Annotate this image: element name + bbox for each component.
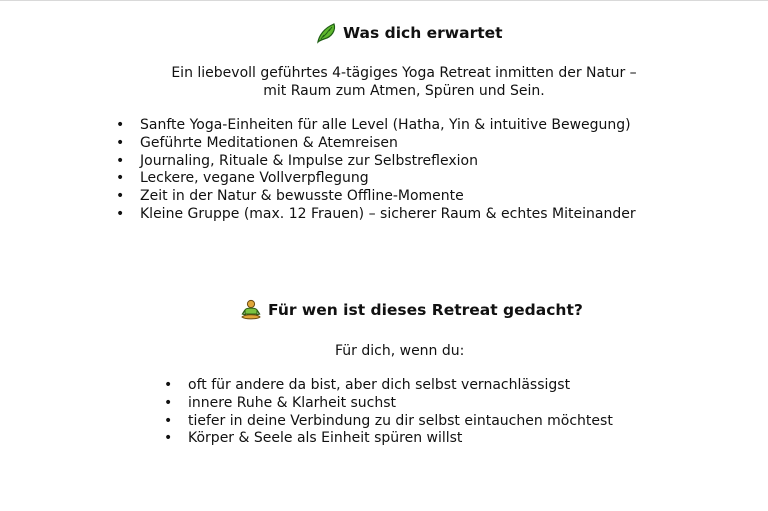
audience-list xyxy=(164,377,613,448)
list-item: • Leckere, vegane Vollverpflegung xyxy=(116,170,636,188)
intro-line: mit Raum zum Atmen, Spüren und Sein. xyxy=(263,83,545,99)
list-item: • Sanfte Yoga-Einheiten für alle Level (Hatha, Yin & intuitive Bewegung) xyxy=(116,117,636,135)
list-item: • Kleine Gruppe (max. 12 Frauen) – sicherer Raum & echtes Miteinander xyxy=(116,206,636,224)
list-item: • tiefer in deine Verbindung zu dir selbst eintauchen möchtest xyxy=(164,413,613,431)
meditating-person-icon xyxy=(240,299,262,321)
intro-line: Ein liebevoll geführtes 4-tägiges Yoga Retreat inmitten der Natur – xyxy=(171,65,637,81)
list-item: • innere Ruhe & Klarheit suchst xyxy=(164,395,613,413)
list-item: • Journaling, Rituale & Impulse zur Selbstreflexion xyxy=(116,153,636,171)
section-heading-was-dich-erwartet xyxy=(315,22,503,44)
offerings-list xyxy=(116,117,636,224)
intro-paragraph xyxy=(166,64,642,100)
top-border xyxy=(0,0,768,1)
audience-intro: Für dich, wenn du: xyxy=(335,343,465,359)
section-heading-fuer-wen xyxy=(240,299,583,321)
leaf-icon xyxy=(315,22,337,44)
list-item: • Körper & Seele als Einheit spüren willst xyxy=(164,430,613,448)
list-item: • Geführte Meditationen & Atemreisen xyxy=(116,135,636,153)
list-item: • oft für andere da bist, aber dich selbst vernachlässigst xyxy=(164,377,613,395)
section-heading-text: Was dich erwartet xyxy=(343,24,503,42)
list-item: • Zeit in der Natur & bewusste Offline-Momente xyxy=(116,188,636,206)
section-heading-text: Für wen ist dieses Retreat gedacht? xyxy=(268,301,583,319)
